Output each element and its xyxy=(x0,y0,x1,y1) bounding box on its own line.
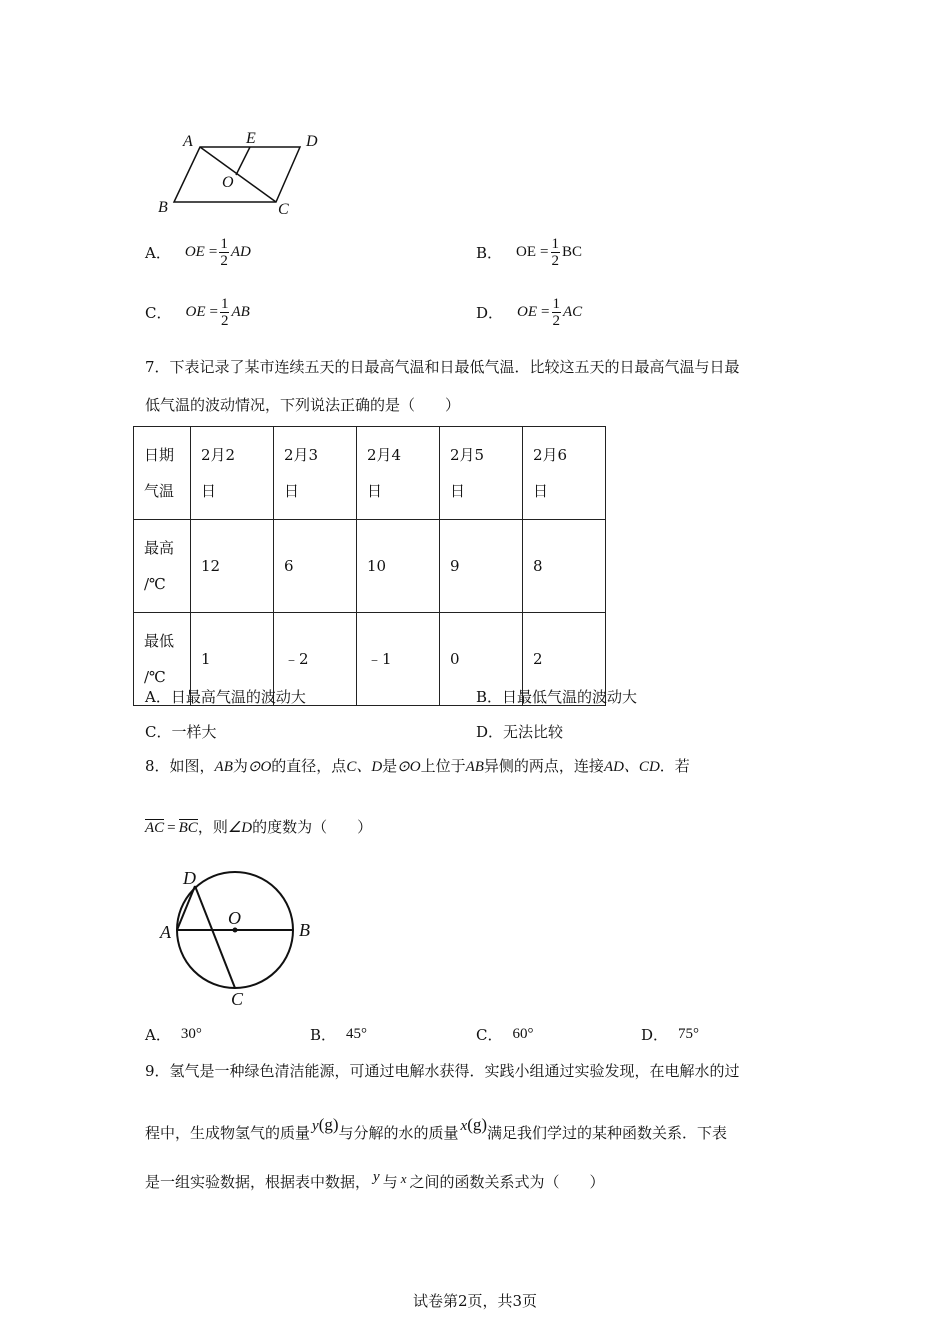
option-label: C． xyxy=(476,1026,503,1044)
q8-option-b[interactable] xyxy=(310,1024,367,1045)
q7-option-c[interactable] xyxy=(145,721,217,742)
expr-lhs: OE xyxy=(184,244,205,260)
table-cell: ﹣1 xyxy=(357,613,440,706)
q8-option-a[interactable] xyxy=(145,1024,202,1045)
point-label-d: D xyxy=(183,868,196,888)
vertex-label-c: C xyxy=(278,201,289,218)
option-text: 无法比较 xyxy=(503,723,564,741)
vertex-label-e: E xyxy=(246,130,256,147)
q9-stem-line3: 是一组实验数据，根据表中数据， y 与 x 之间的函数关系式为（ ） xyxy=(145,1169,605,1191)
q6-option-c[interactable] xyxy=(145,296,250,329)
point-label-a: A xyxy=(160,922,171,942)
option-label: A． xyxy=(145,1026,171,1044)
page-footer: 试卷第2页，共3页 xyxy=(412,1292,538,1310)
q9-stem-line1: 9．氢气是一种绿色清洁能源，可通过电解水获得．实践小组通过实验发现，在电解水的过 xyxy=(145,1062,740,1080)
option-value: 30° xyxy=(180,1026,202,1042)
table-cell: 0 xyxy=(440,613,523,706)
q6-option-a[interactable] xyxy=(145,236,251,269)
expr-rhs: AC xyxy=(563,304,583,320)
table-cell: ﹣2 xyxy=(274,613,357,706)
table-row xyxy=(134,520,606,613)
fraction: $\frac{1}{2}$ xyxy=(220,236,228,269)
point-label-o: O xyxy=(228,908,241,928)
expr-eq: = xyxy=(541,304,550,320)
expr-eq: = xyxy=(209,304,218,320)
expr-rhs: AB xyxy=(231,304,250,320)
option-label: C． xyxy=(145,723,172,741)
table-header-cell: 2月3 日 xyxy=(274,427,357,520)
q6-option-b[interactable] xyxy=(476,236,582,269)
table-header-cell: 2月5 日 xyxy=(440,427,523,520)
option-text: 日最低气温的波动大 xyxy=(502,688,638,706)
q8-option-d[interactable] xyxy=(641,1024,699,1045)
option-label: D． xyxy=(476,304,504,322)
circle-figure xyxy=(155,862,320,1012)
option-label: B． xyxy=(310,1026,337,1044)
q7-stem-line2: 低气温的波动情况，下列说法正确的是（ ） xyxy=(145,396,461,414)
table-cell: 6 xyxy=(274,520,357,613)
expr-lhs: OE xyxy=(517,304,538,320)
q6-option-d[interactable] xyxy=(476,296,582,329)
q8-stem-line1: 8．如图，AB为⊙O的直径，点C、D是⊙O上位于AB异侧的两点，连接AD、CD．若 xyxy=(145,757,690,775)
table-header-cell: 2月4 日 xyxy=(357,427,440,520)
parallelogram-figure xyxy=(150,125,340,225)
option-value: 45° xyxy=(346,1026,368,1042)
expr-rhs: BC xyxy=(562,244,583,260)
expr-eq: = xyxy=(208,244,218,260)
vertex-label-a: A xyxy=(183,133,193,150)
point-label-c: C xyxy=(231,989,244,1009)
table-header-cell: 日期 气温 xyxy=(134,427,191,520)
table-header-cell: 2月6 日 xyxy=(523,427,606,520)
fraction: $\frac{1}{2}$ xyxy=(220,296,229,329)
expr-rhs: AD xyxy=(230,244,251,260)
table-cell: 12 xyxy=(191,520,274,613)
vertex-label-d: D xyxy=(306,133,318,150)
table-row-header: 最高 /℃ xyxy=(134,520,191,613)
expr-lhs: OE xyxy=(185,304,206,320)
option-label: C． xyxy=(145,304,172,322)
q8-option-c[interactable] xyxy=(476,1024,533,1045)
option-value: 60° xyxy=(512,1026,534,1042)
q9-stem-line2: 程中，生成物氢气的质量 y(g)与分解的水的质量 x(g)满足我们学过的某种函数关系．下表 xyxy=(145,1115,728,1142)
table-row-header: 最低 /℃ xyxy=(134,613,191,706)
option-label: B． xyxy=(476,244,503,262)
table-header-cell: 2月2 日 xyxy=(191,427,274,520)
vertex-label-b: B xyxy=(158,199,168,216)
expr-lhs: OE xyxy=(516,244,537,260)
table-cell: 10 xyxy=(357,520,440,613)
temperature-table xyxy=(133,426,606,706)
option-label: D． xyxy=(476,723,504,741)
option-label: D． xyxy=(641,1026,669,1044)
option-value: 75° xyxy=(678,1026,700,1042)
table-cell: 8 xyxy=(523,520,606,613)
q7-option-b[interactable] xyxy=(476,686,637,707)
q8-stem-line2: AC = BC，则∠D的度数为（ ） xyxy=(145,818,373,836)
q7-option-d[interactable] xyxy=(476,721,563,742)
table-cell: 1 xyxy=(191,613,274,706)
point-label-b: B xyxy=(299,920,310,940)
table-row xyxy=(134,427,606,520)
q7-stem-line1: 7．下表记录了某市连续五天的日最高气温和日最低气温．比较这五天的日最高气温与日最 xyxy=(145,358,740,376)
option-label: B． xyxy=(476,688,503,706)
vertex-label-o: O xyxy=(222,174,234,191)
option-text: 日最高气温的波动大 xyxy=(170,688,306,706)
fraction: $\frac{1}{2}$ xyxy=(551,236,559,269)
table-cell: 9 xyxy=(440,520,523,613)
option-label: A． xyxy=(145,688,171,706)
expr-eq: = xyxy=(540,244,549,260)
table-cell: 2 xyxy=(523,613,606,706)
q7-option-a[interactable] xyxy=(145,686,306,707)
option-label: A． xyxy=(145,244,171,262)
fraction: $\frac{1}{2}$ xyxy=(552,296,560,329)
option-text: 一样大 xyxy=(171,723,217,741)
